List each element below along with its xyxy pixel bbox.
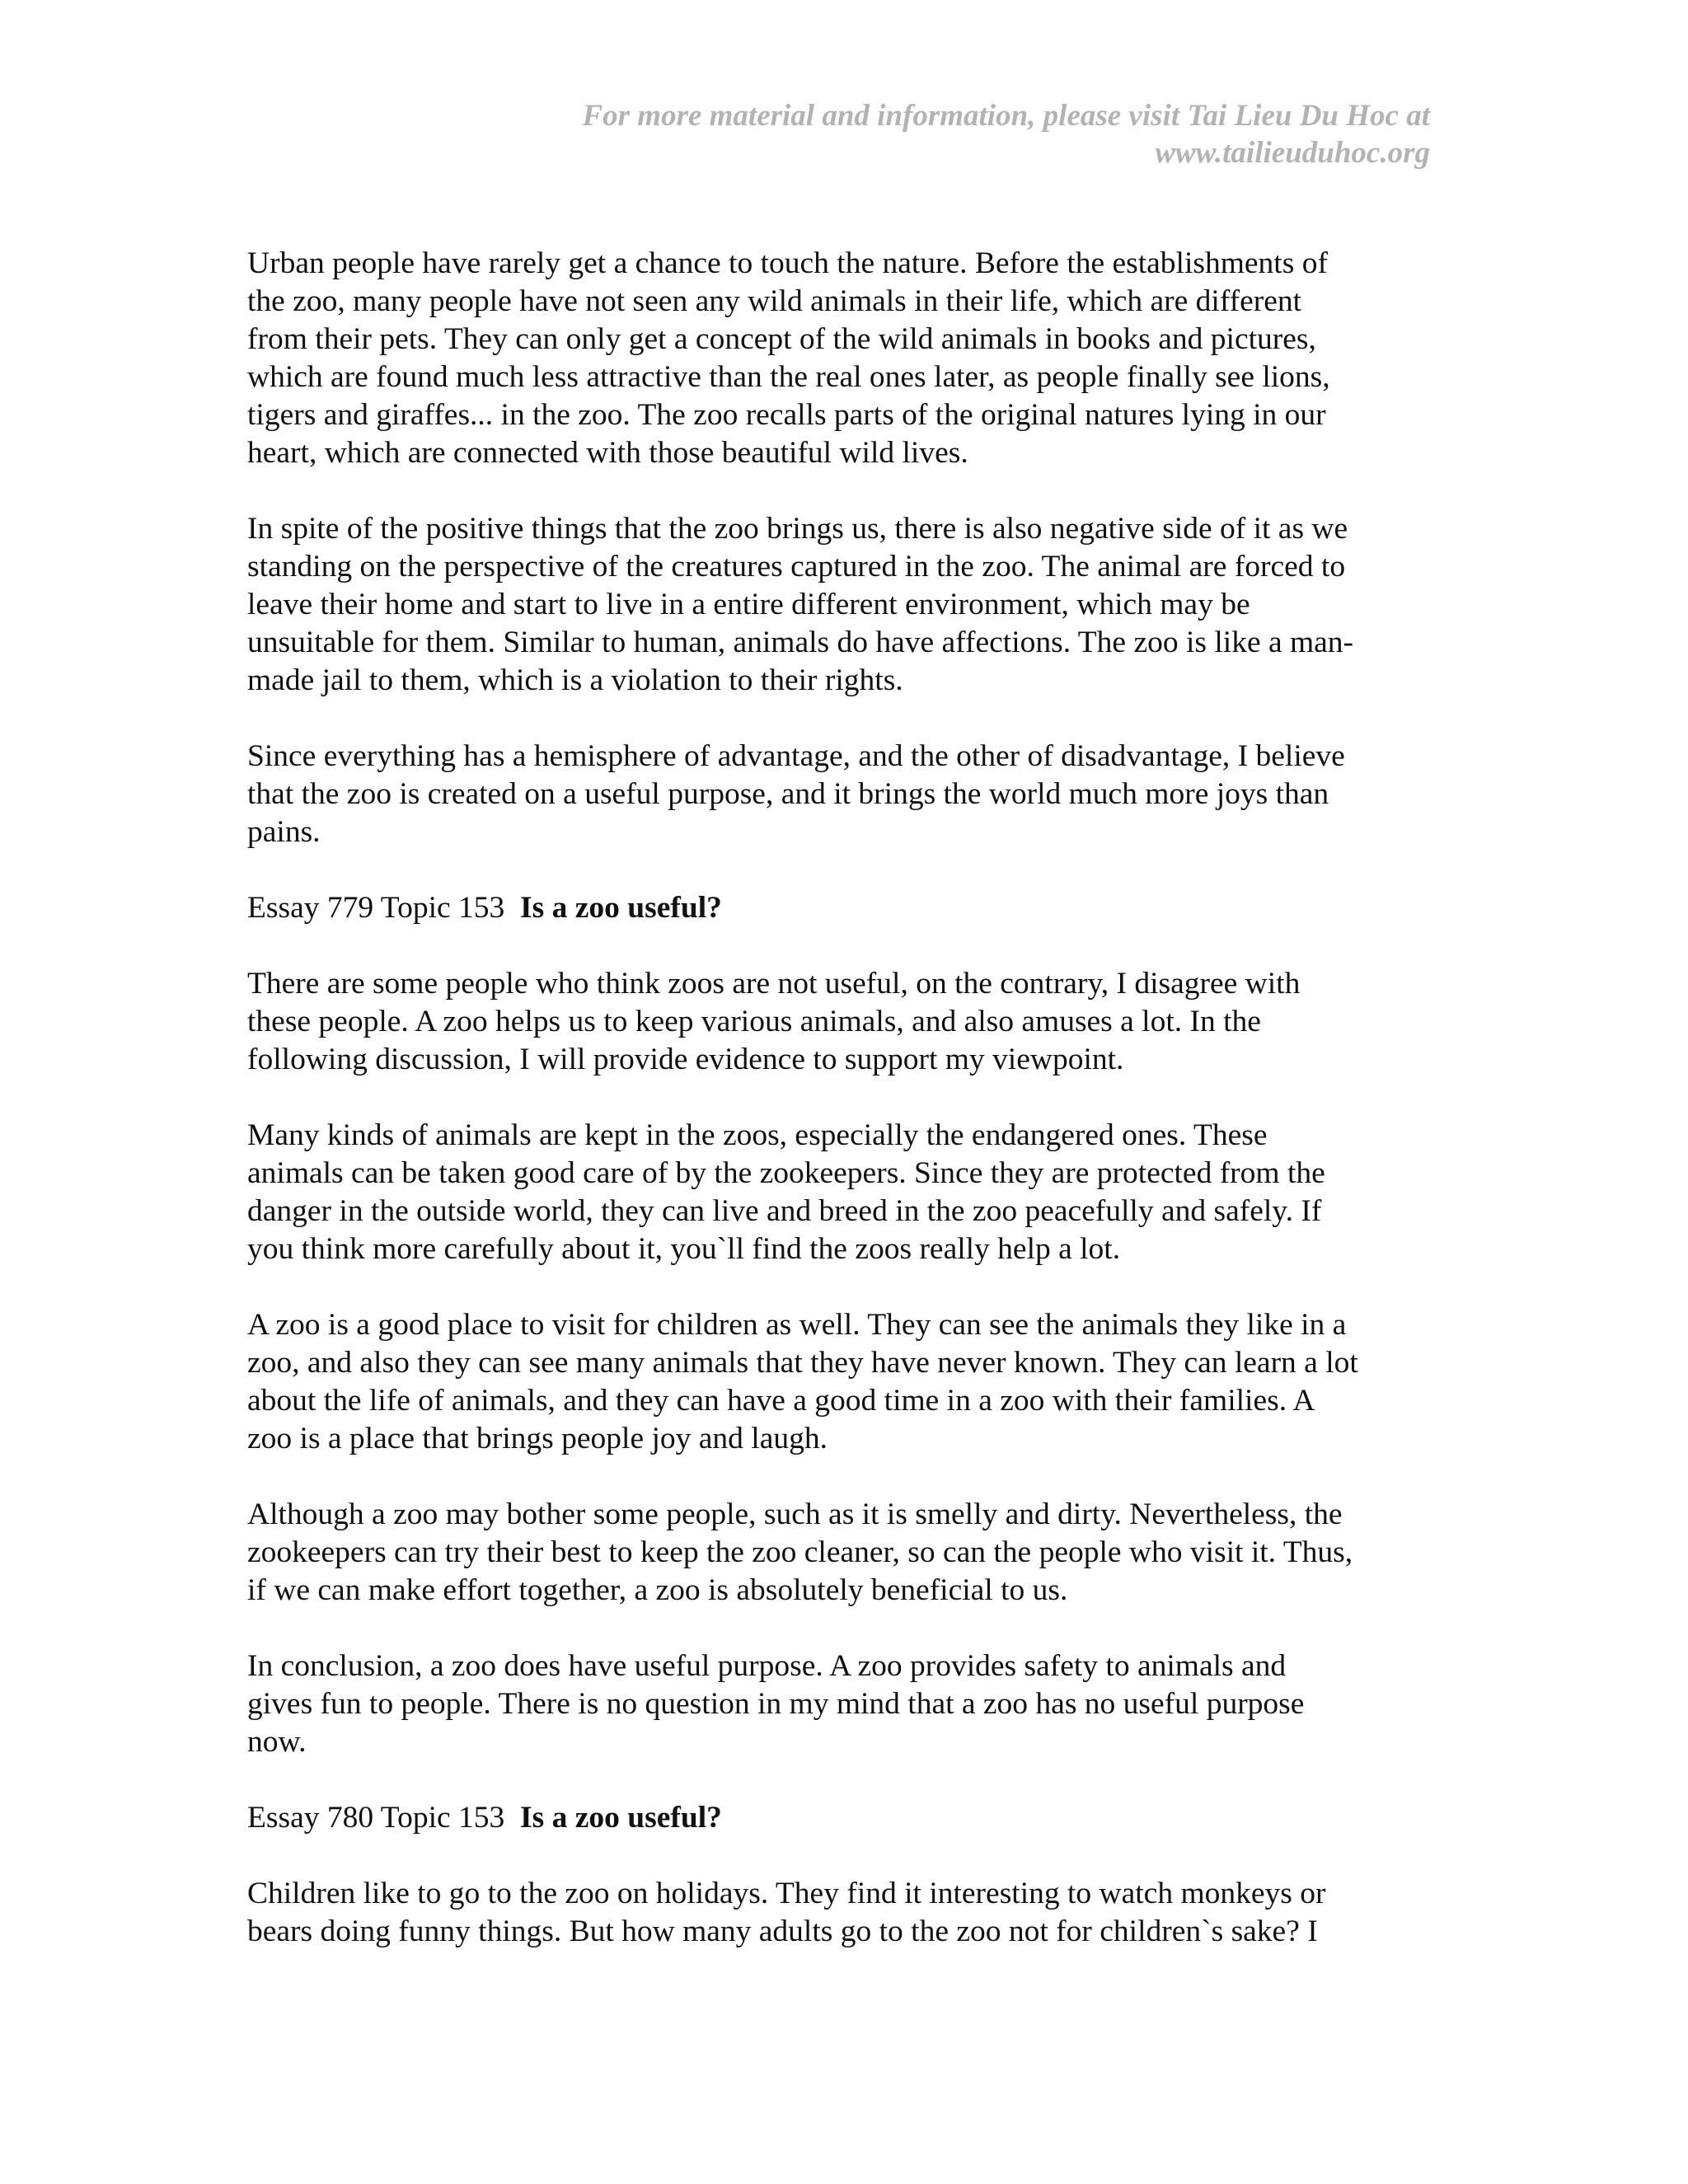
- essay-779-paragraph-5: In conclusion, a zoo does have useful purpose. A zoo provides safety to animals and gives fun to people. There is no question in my mind that a zoo has no useful purpose now.: [247, 1649, 1305, 1759]
- intro-paragraph-1: Urban people have rarely get a chance to touch the nature. Before the establishments of the zoo, many people have not seen any wild animals in their life, which are different from their pets. They can only get a concept of the wild animals in books and pictures, which are found much less attractive than the real ones later, as people finally see lions, tigers and giraffes... in the zoo. The zoo recalls parts of the original natures lying in our heart, which are connected with those beautiful wild lives.: [247, 246, 1330, 470]
- header-line-1: For more material and information, please visit Tai Lieu Du Hoc at: [582, 99, 1430, 133]
- essay-779-title: Is a zoo useful?: [520, 891, 722, 925]
- essay-779-paragraph-3: A zoo is a good place to visit for children as well. They can see the animals they like in a zoo, and also they can see many animals that they have never known. They can learn a lot about the life of animals, and they can have a good time in a zoo with their families. A zoo is a place that brings people joy and laugh.: [247, 1308, 1358, 1455]
- essay-779-label: Essay 779 Topic 153: [247, 891, 521, 925]
- page-header: [194, 97, 1430, 171]
- intro-paragraph-2: In spite of the positive things that the zoo brings us, there is also negative side of it as we standing on the perspective of the creatures captured in the zoo. The animal are forced to leave their home and start to live in a entire different environment, which may be unsuitable for them. Similar to human, animals do have affections. The zoo is like a man- made jail to them, which is a violation to their rights.: [247, 512, 1354, 697]
- essay-780-paragraph-1: Children like to go to the zoo on holidays. They find it interesting to watch monkeys or bears doing funny things. But how many adults go to the zoo not for children`s sake? I: [247, 1877, 1326, 1948]
- essay-780-heading: [247, 1799, 1434, 1837]
- essay-780-label: Essay 780 Topic 153: [247, 1801, 521, 1835]
- intro-paragraph-3: Since everything has a hemisphere of advantage, and the other of disadvantage, I believe that the zoo is created on a useful purpose, and it brings the world much more joys than pains.: [247, 739, 1345, 849]
- header-line-2: www.tailieuduhoc.org: [1155, 136, 1430, 170]
- document-body: [247, 245, 1434, 1989]
- essay-779-paragraph-2: Many kinds of animals are kept in the zoos, especially the endangered ones. These animals can be taken good care of by the zookeepers. Since they are protected from the danger in the outside world, they can live and breed in the zoo peacefully and safely. If you think more carefully about it, you`ll find the zoos really help a lot.: [247, 1118, 1325, 1266]
- essay-779-heading: [247, 889, 1434, 927]
- essay-779-paragraph-1: There are some people who think zoos are not useful, on the contrary, I disagree with these people. A zoo helps us to keep various animals, and also amuses a lot. In the following discussion, I will provide evidence to support my viewpoint.: [247, 967, 1301, 1076]
- essay-779-paragraph-4: Although a zoo may bother some people, such as it is smelly and dirty. Nevertheless, the zookeepers can try their best to keep the zoo cleaner, so can the people who visit it. Thus, if we can make effort together, a zoo is absolutely beneficial to us.: [247, 1497, 1353, 1607]
- essay-780-title: Is a zoo useful?: [520, 1801, 722, 1835]
